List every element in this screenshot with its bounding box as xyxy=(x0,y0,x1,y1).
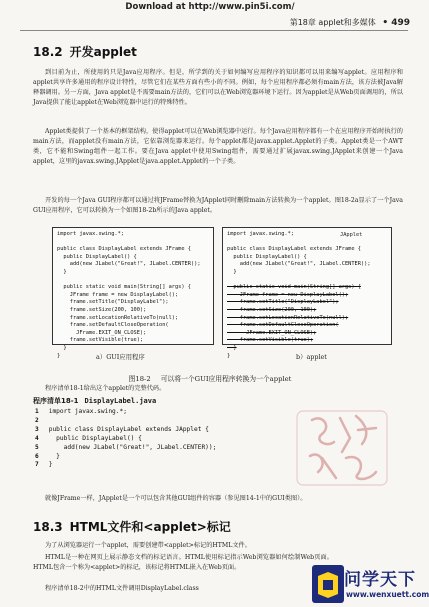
code-line: import javax.swing.*; xyxy=(227,231,294,237)
code-line: import javax.swing.*; xyxy=(57,231,124,237)
paragraph-4: 程序清单18-1给出这个applet的完整代码。 xyxy=(45,385,166,392)
listing-code: } xyxy=(45,452,60,460)
paragraph-6: 为了从浏览器运行一个applet，需要创建带<applet>标记的HTML文件。 xyxy=(45,542,251,549)
code-line: frame.setDefaultCloseOperation( xyxy=(57,322,169,329)
line-number: 5 xyxy=(35,443,39,451)
paragraph-1: 到目前为止，所使用的只是Java应用程序。但是，所学到的关于如何编写应用程序的知识都可以用来编写applet。应用程序和applet共享许多通用的程序设计特性，尽管它们在某些方面有些小的不同。例如，每个应用程序都必须有main方法，该方法被Java解释器调用。另一方面，Java applet是不需要main方法的，它们可以在Web浏览器环境下运行。因为applet是从Web页面调用的，所以Java提供了能让applet在Web浏览器中运行的特殊特性。 xyxy=(33,69,403,107)
listing-code: } xyxy=(45,461,53,469)
caption-b: b）applet xyxy=(296,353,327,361)
struck-code-line: frame.setLocationRelativeTo(null); xyxy=(227,314,349,321)
code-line: frame.setTitle("DisplayLabel"); xyxy=(57,299,169,306)
code-line: } xyxy=(57,344,67,351)
code-line xyxy=(57,239,209,247)
running-header xyxy=(260,17,410,28)
watermark-logo-text: 问学天下 xyxy=(344,570,416,590)
download-url: Download at http://www.pin5i.com/ xyxy=(125,2,295,12)
page-number: • 499 xyxy=(382,18,410,28)
struck-code-line: frame.setDefaultCloseOperation( xyxy=(227,322,339,329)
line-number: 1 xyxy=(35,408,39,415)
listing-filename: DisplayLabel.java xyxy=(84,397,157,405)
listing-code: import javax.swing.*; xyxy=(45,408,127,415)
listing-line xyxy=(35,426,216,435)
struck-code-line: JFrame.EXIT_ON_CLOSE); xyxy=(227,329,317,336)
code-listing xyxy=(35,408,216,470)
seal-stamp-image xyxy=(292,408,392,488)
japplet-annotation: JApplet xyxy=(340,232,363,238)
code-line xyxy=(227,239,387,247)
code-line: add(new JLabel("Great!", JLabel.CENTER)); xyxy=(227,261,371,268)
code-line: frame.setSize(200, 100); xyxy=(57,306,147,313)
code-line xyxy=(57,277,209,285)
listing-line xyxy=(35,444,216,453)
code-line: } xyxy=(227,268,237,275)
listing-number: 程序清单18-1 xyxy=(33,397,79,405)
code-line: add(new JLabel("Great!", JLabel.CENTER)); xyxy=(57,261,201,268)
code-line: public class DisplayLabel extends JFrame { xyxy=(227,246,361,253)
listing-code: public class DisplayLabel extends JApplet { xyxy=(45,425,209,433)
section-number: 18.2 xyxy=(33,45,63,59)
struck-code-line: JFrame frame = new DisplayLabel(); xyxy=(227,291,349,298)
code-line: public DisplayLabel() { xyxy=(227,253,307,260)
line-number: 6 xyxy=(35,452,39,460)
figure-caption xyxy=(0,373,420,383)
listing-line xyxy=(35,435,216,444)
section-heading-18-3 xyxy=(33,518,231,535)
listing-line xyxy=(35,417,216,426)
code-line: } xyxy=(57,268,67,275)
section-title-2: HTML文件和<applet>标记 xyxy=(69,520,231,534)
header-rule xyxy=(20,30,408,31)
paragraph-5: 就像JFrame一样，JApplet是一个可以包含其他GUI组件的容器（参见图14-1中的GUI类图）。 xyxy=(45,495,307,502)
paragraph-7: HTML是一种在网页上展示静态文档的标记语言。HTML使用标记指示Web浏览器如何绘制Web页面。HTML包含一个称为<applet>的标记，该标记将HTML嵌入在Web页面。 xyxy=(33,554,333,572)
code-line: JFrame.EXIT_ON_CLOSE); xyxy=(57,329,147,336)
listing-line xyxy=(35,461,216,470)
code-line: frame.setLocationRelativeTo(null); xyxy=(57,314,179,321)
struck-code-line: } xyxy=(227,344,237,351)
code-line: } xyxy=(227,352,231,359)
paragraph-8: 程序清单18-2中的HTML文件调用DisplayLabel.class xyxy=(45,585,199,592)
code-line: frame.setVisible(true); xyxy=(57,337,144,344)
code-line: public class DisplayLabel extends JFrame { xyxy=(57,246,191,253)
line-number: 4 xyxy=(35,434,39,442)
section-heading-18-2 xyxy=(33,43,137,60)
listing-code: add(new JLabel("Great!", JLabel.CENTER)); xyxy=(45,443,217,451)
listing-code xyxy=(45,417,49,424)
figure-label: 图18-2 xyxy=(128,375,151,383)
listing-code: public DisplayLabel() { xyxy=(45,434,142,442)
listing-title xyxy=(33,396,156,406)
struck-code-line: frame.setSize(200, 100); xyxy=(227,306,317,313)
listing-line xyxy=(35,408,216,417)
listing-line xyxy=(35,453,216,462)
code-line: } xyxy=(57,352,61,359)
section-title: 开发applet xyxy=(69,45,137,59)
code-line: public static void main(String[] args) { xyxy=(57,284,191,291)
line-number: 3 xyxy=(35,425,39,433)
watermark-url: www.wenxuett.com xyxy=(346,590,429,599)
paragraph-3: 开发的每一个Java GUI程序都可以通过将JFrame替换为JApplet同时删除main方法转换为一个applet。图18-2a显示了一个Java GUI应用程序，它可以转换为一个如图18-2b所示的Java applet。 xyxy=(33,197,403,215)
line-number: 7 xyxy=(35,461,39,469)
code-line: JFrame frame = new DisplayLabel(); xyxy=(57,291,179,298)
section-number-2: 18.3 xyxy=(33,520,63,534)
struck-code-line: public static void main(String[] args) { xyxy=(227,284,361,291)
paragraph-2: Applet类提供了一个基本的框架结构，使得applet可以在Web浏览器中运行。每个Java应用程序都有一个在应用程序开始时执行的main方法，而applet没有main方法，它依靠浏览器来运行。每个applet都是javax.applet.Applet的子类。Applet类是一个AWT类，它不能和Swing组件一起工作。要在Java applet中使用Swing组件，需要通过扩展javax.swing.JApplet来创建一个Java applet，这里的javax.swing.JApplet是java.applet.Applet的一个子类。 xyxy=(33,128,403,166)
blank-line xyxy=(227,277,387,285)
struck-code-line: frame.setTitle("DisplayLabel"); xyxy=(227,299,339,306)
figure-caption-text: 可以将一个GUI应用程序转换为一个applet xyxy=(160,375,292,383)
caption-a: a）GUI应用程序 xyxy=(96,353,145,361)
code-line: public DisplayLabel() { xyxy=(57,253,137,260)
chapter-title: 第18章 applet和多媒体 xyxy=(289,18,376,27)
struck-code-line: frame.setVisible(true); xyxy=(227,337,314,344)
line-number: 2 xyxy=(35,416,39,424)
